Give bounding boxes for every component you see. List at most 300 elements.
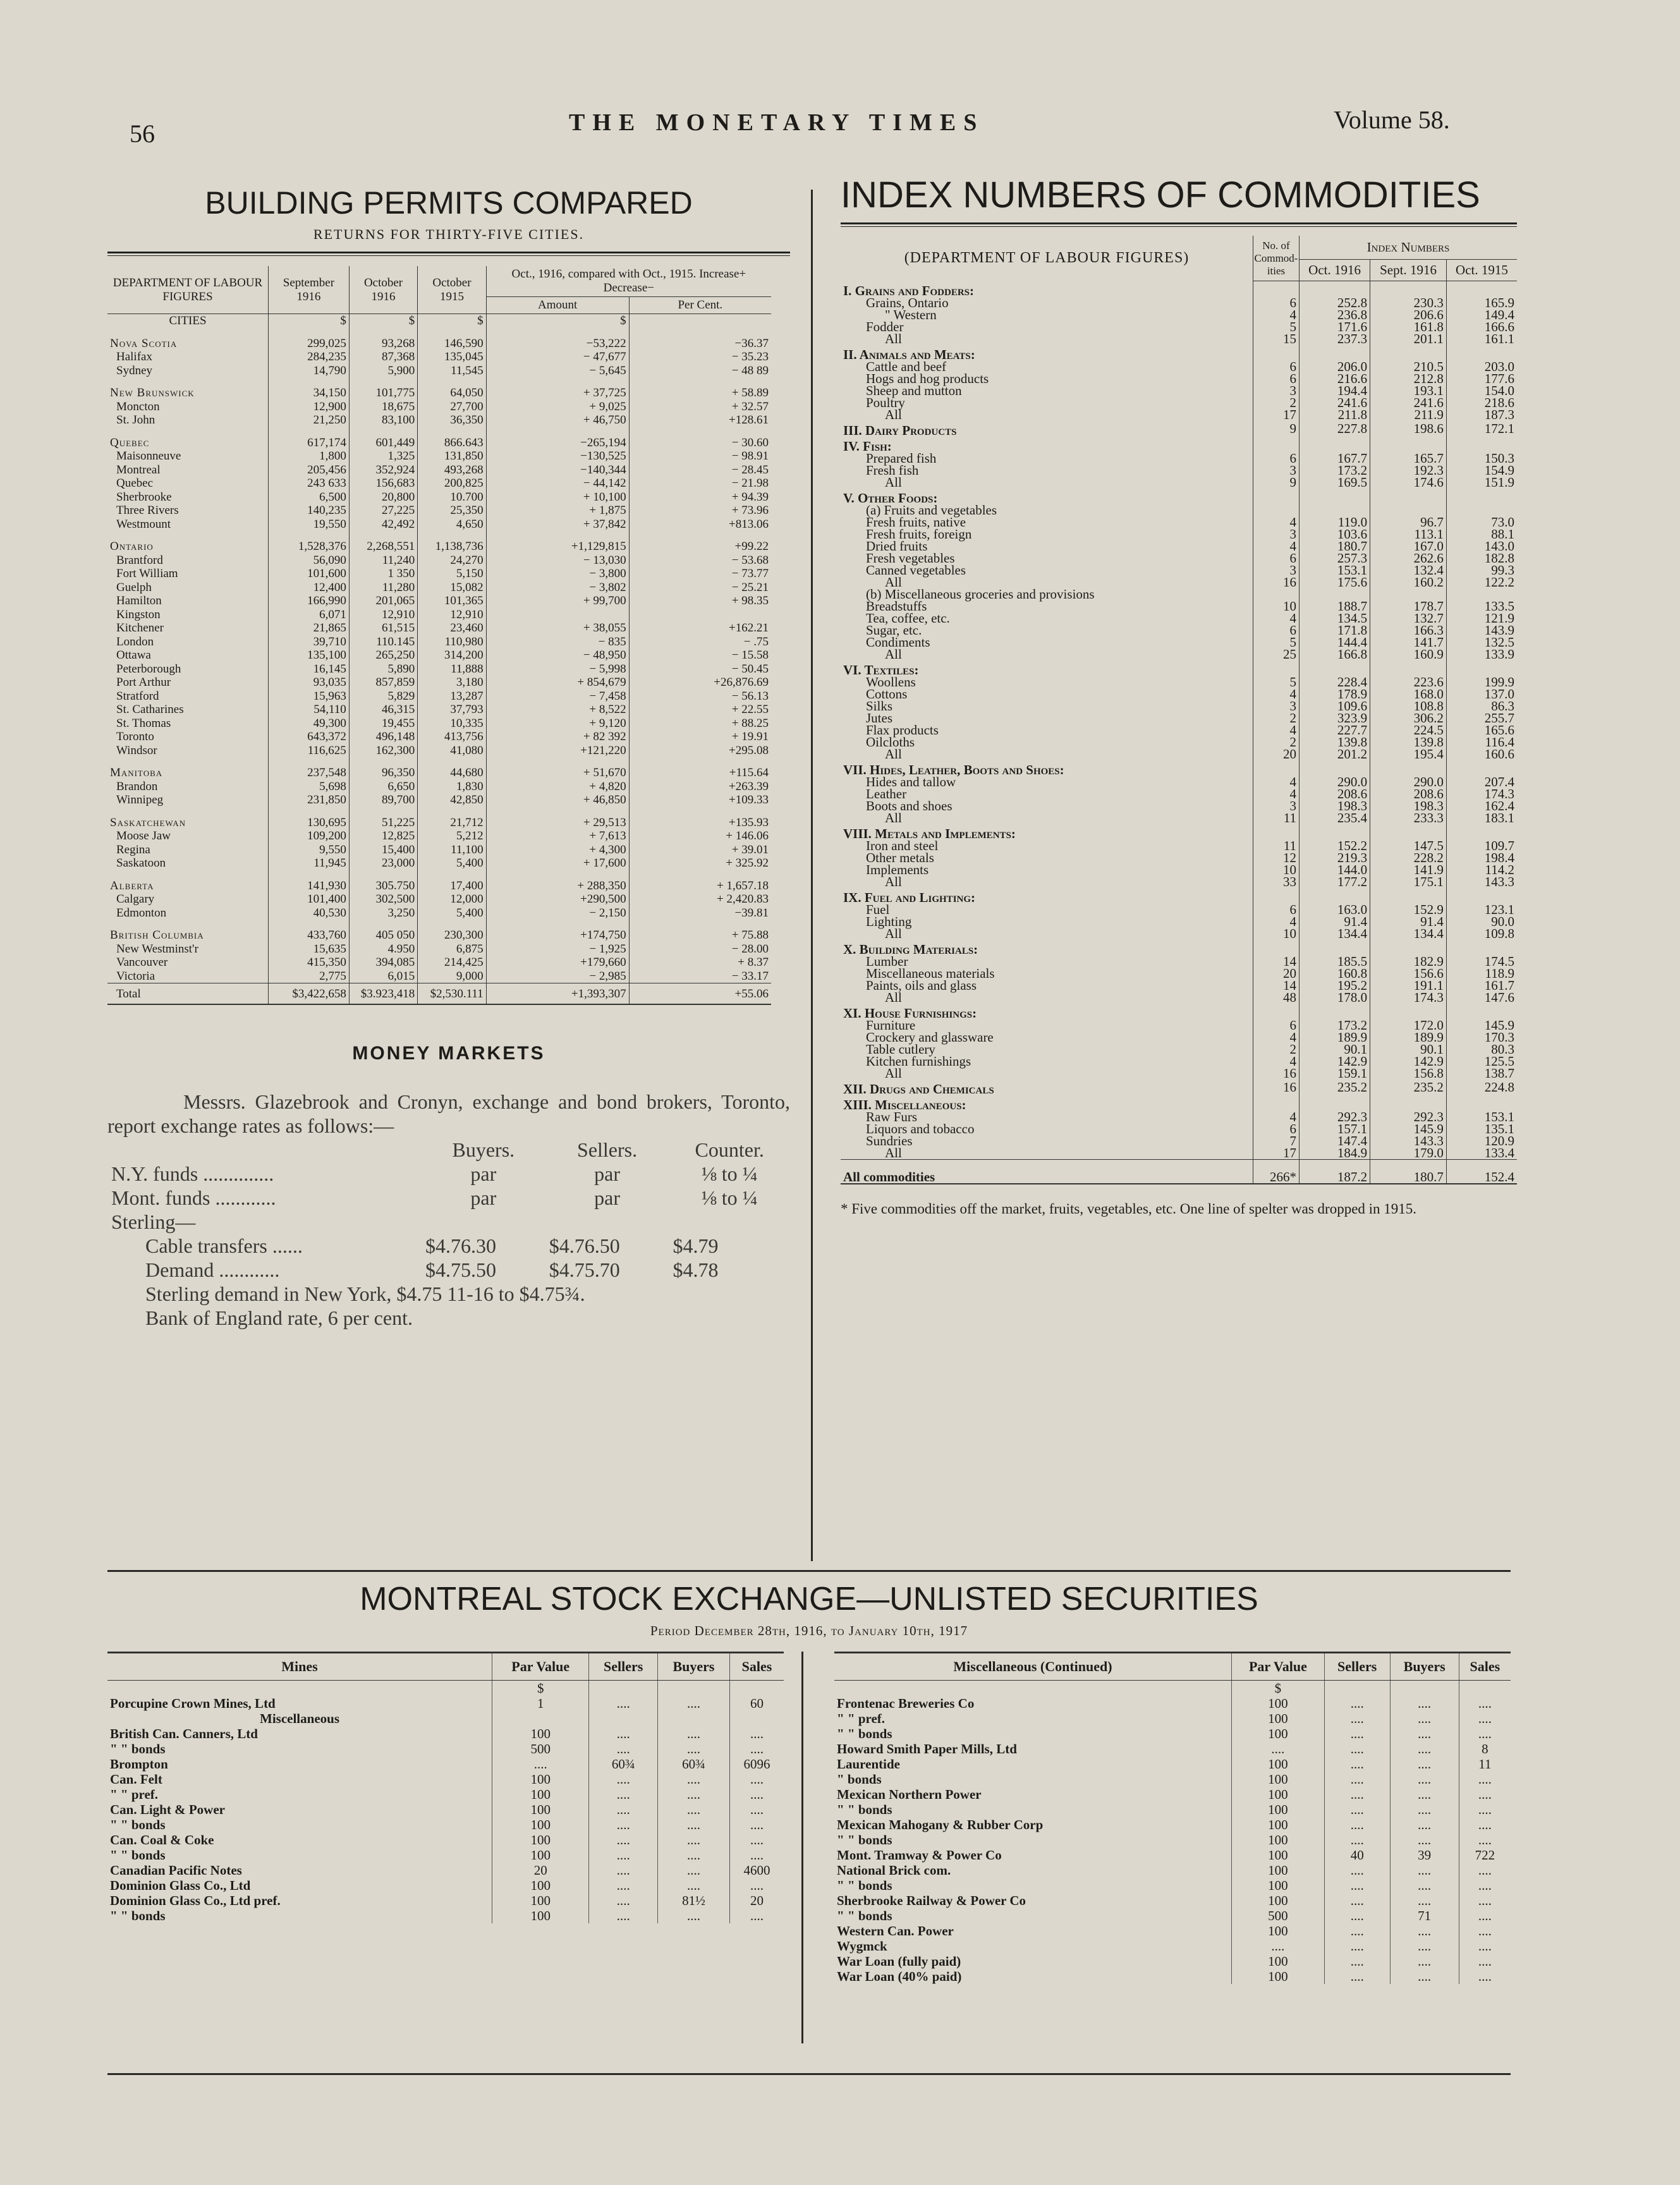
row-value: + 854,679 [486,676,629,690]
index-value: 161.1 [1446,333,1517,345]
volume-label: Volume 58. [1334,106,1450,134]
index-label: All [885,406,902,422]
city-row [107,364,771,378]
index-value: 199.9 [1446,676,1517,688]
security-value: 722 [1459,1847,1511,1863]
index-label: Fuel [866,901,890,917]
index-value: 147.5 [1370,840,1447,852]
index-value: 193.1 [1370,385,1447,397]
index-row [841,748,1517,760]
row-value: 413,756 [418,730,486,744]
security-value: .... [589,1817,657,1832]
row-value: 394,085 [349,956,417,970]
row-value: −36.37 [629,328,771,351]
row-name: St. John [116,413,155,427]
index-label: Flax products [866,722,939,738]
row-value: 166,990 [269,594,350,608]
row-value: 96,350 [349,757,417,780]
index-row [841,477,1517,489]
index-value: 2 [1253,397,1300,409]
security-name: Can. Coal & Coke [110,1832,214,1847]
col-october-1915: October 1915 [418,266,486,314]
index-value: 177.2 [1300,876,1370,888]
security-row [107,1741,784,1756]
security-name: Laurentide [837,1756,900,1772]
index-label: V. Other Foods: [843,490,938,506]
index-value: 109.8 [1446,928,1517,940]
row-name: Peterborough [116,662,181,676]
row-value: 20,800 [349,490,417,504]
row-value: 3,250 [349,906,417,920]
index-value: 73.0 [1446,516,1517,528]
security-value: 100 [492,1878,589,1893]
security-value: .... [1459,1802,1511,1817]
row-name: New Brunswick [110,386,195,399]
index-value: 15 [1253,333,1300,345]
security-value: .... [1390,1832,1459,1847]
security-value [589,1681,657,1696]
fx-value: par [470,1186,497,1209]
index-value: 139.8 [1300,736,1370,748]
currency-sign: $ [269,314,350,328]
province-row [107,427,771,450]
publication-title: THE MONETARY TIMES [569,109,985,136]
security-value: .... [1459,1863,1511,1878]
row-value: 12,910 [349,608,417,622]
index-value: 147.4 [1300,1135,1370,1147]
index-label: Poultry [866,394,905,410]
index-value: 16 [1253,1068,1300,1080]
index-value: 144.4 [1300,636,1370,648]
row-name: Victoria [116,969,155,983]
index-value: 166.3 [1370,624,1447,636]
index-value: 154.0 [1446,385,1517,397]
row-value: 205,456 [269,463,350,477]
index-label: Crockery and glassware [866,1029,994,1045]
row-value: 1,528,376 [269,531,350,554]
city-row [107,504,771,518]
security-value: .... [730,1726,784,1741]
index-value: 292.3 [1370,1111,1447,1123]
index-value: 3 [1253,700,1300,712]
index-value [1446,660,1517,676]
security-value: .... [1390,1878,1459,1893]
index-value: 4 [1253,516,1300,528]
index-label: II. Animals and Meats: [843,346,975,362]
security-value: .... [1459,1817,1511,1832]
row-value: 13,287 [418,690,486,703]
security-name: " " bonds [837,1726,892,1741]
row-value: − 13,030 [486,554,629,568]
index-value: 165.7 [1370,453,1447,465]
row-value: + 38,055 [486,621,629,635]
row-name: Brandon [116,779,158,793]
index-value: 3 [1253,564,1300,576]
city-row [107,662,771,676]
row-value: + 37,842 [486,518,629,532]
row-value: 11,240 [349,554,417,568]
city-row [107,717,771,731]
security-value: .... [589,1772,657,1787]
index-value: 227.7 [1300,724,1370,736]
col-sellers: Sellers [1324,1653,1390,1681]
sterling-label: Sterling— [111,1210,196,1233]
index-label: Tea, coffee, etc. [866,610,950,626]
security-value: 100 [1232,1817,1325,1832]
index-value: 150.3 [1446,453,1517,465]
index-value: 134.4 [1370,928,1447,940]
security-value: .... [589,1802,657,1817]
fx-value: ⅛ to ¼ [701,1186,758,1209]
row-value: − 2,985 [486,970,629,983]
index-value: 132.4 [1370,564,1447,576]
row-value: 41,080 [418,744,486,758]
index-value: 2 [1253,1044,1300,1056]
index-value: 161.7 [1446,980,1517,992]
index-value: 145.9 [1446,1019,1517,1032]
double-rule [107,252,790,256]
security-name: " " pref. [837,1711,886,1726]
index-label: Lumber [866,953,908,969]
index-label: Kitchen furnishings [866,1053,971,1069]
security-value [657,1711,729,1726]
index-value: 188.7 [1300,600,1370,612]
index-value: 171.8 [1300,624,1370,636]
security-name: " " pref. [110,1787,159,1802]
security-row [107,1817,784,1832]
index-value: 16 [1253,576,1300,588]
index-label: XIII. Miscellaneous: [843,1097,966,1112]
index-value: 142.9 [1300,1056,1370,1068]
row-value: 493,268 [418,463,486,477]
index-value: 91.4 [1370,916,1447,928]
index-value: 230.3 [1370,297,1447,309]
col-september-1916: September 1916 [269,266,350,314]
row-value: 231,850 [269,793,350,807]
security-name: " " bonds [110,1908,166,1923]
index-label: All [885,925,902,941]
row-value: 12,400 [269,581,350,595]
index-label: X. Building Materials: [843,941,978,957]
col-buyers: Buyers [1390,1653,1459,1681]
security-value: 20 [492,1863,589,1878]
security-value: .... [1459,1711,1511,1726]
row-value: 1,138,736 [418,531,486,554]
index-label: III. Dairy Products [843,422,957,438]
stock-exchange-section [107,1580,1511,2043]
row-value: +290,500 [486,892,629,906]
row-value: 9,550 [269,843,350,857]
security-value: 39 [1390,1847,1459,1863]
index-label: Other metals [866,849,934,865]
index-value: 4 [1253,540,1300,552]
index-row [841,1068,1517,1080]
row-value: 61,515 [349,621,417,635]
row-value: + 2,420.83 [629,892,771,906]
index-value [1253,1095,1300,1111]
security-value: .... [1324,1923,1390,1939]
index-label: Fresh fruits, foreign [866,526,972,542]
security-value: .... [1390,1696,1459,1711]
index-value [1253,281,1300,297]
security-value: 8 [1459,1741,1511,1756]
row-value: 15,400 [349,843,417,857]
row-value: 101,400 [269,892,350,906]
index-value: 90.1 [1370,1044,1447,1056]
index-label: Sugar, etc. [866,622,922,638]
row-value: 89,700 [349,793,417,807]
index-value [1446,345,1517,361]
index-value: 170.3 [1446,1032,1517,1044]
fx-value: par [594,1186,620,1209]
money-markets-title: MONEY MARKETS [352,1042,545,1064]
row-value: − 56.13 [629,690,771,703]
security-value [1459,1681,1511,1696]
index-label: All [885,989,902,1005]
security-name: " " bonds [110,1817,166,1832]
row-value: 5,829 [349,690,417,703]
row-value [486,608,629,622]
index-value: 211.8 [1300,409,1370,421]
index-value [1253,437,1300,453]
row-value: 23,460 [418,621,486,635]
index-value: 152.9 [1370,904,1447,916]
row-value: + 1,657.18 [629,870,771,893]
index-value [1300,281,1370,297]
col-october-1916: October 1916 [349,266,417,314]
index-row [841,940,1517,956]
index-value: 182.8 [1446,552,1517,564]
row-name: Kitchener [116,621,164,635]
city-row [107,594,771,608]
total-value: $3,422,658 [269,983,350,1004]
row-value: 2,775 [269,970,350,983]
section-rule [107,1570,1511,1572]
index-row [841,992,1517,1004]
index-value: 91.4 [1300,916,1370,928]
security-value: .... [657,1741,729,1756]
sterling-demand: Sterling demand in New York, $4.75 11-16 to $4.75¾. [145,1282,585,1305]
index-value: 174.5 [1446,956,1517,968]
row-value: 14,790 [269,364,350,378]
city-row [107,648,771,662]
security-value: .... [1324,1787,1390,1802]
index-value: 80.3 [1446,1044,1517,1056]
index-value [1446,1004,1517,1019]
row-value: 83,100 [349,413,417,427]
security-value: .... [730,1817,784,1832]
row-value: + 325.92 [629,856,771,870]
index-value: 153.1 [1446,1111,1517,1123]
security-row [834,1756,1511,1772]
row-value: 135,045 [418,350,486,364]
row-value: − 3,802 [486,581,629,595]
index-label: Breadstuffs [866,598,927,614]
index-value: 16 [1253,1080,1300,1095]
security-value: .... [1390,1939,1459,1954]
row-name: Sydney [116,363,152,377]
index-value: 163.0 [1300,904,1370,916]
security-name: " " bonds [110,1741,166,1756]
row-value: 1,830 [418,780,486,794]
row-value: 18,675 [349,400,417,414]
index-value: 187.3 [1446,409,1517,421]
index-value: 6 [1253,297,1300,309]
security-name: " bonds [837,1772,882,1787]
index-value: 3 [1253,465,1300,477]
row-value: 857,859 [349,676,417,690]
security-value: .... [1324,1954,1390,1969]
index-value: 113.1 [1370,528,1447,540]
index-value: 33 [1253,876,1300,888]
row-value: 5,150 [418,567,486,581]
index-label: Prepared fish [866,450,937,466]
security-row [834,1908,1511,1923]
row-value: 201,065 [349,594,417,608]
security-name: British Can. Canners, Ltd [110,1726,258,1741]
index-label: VIII. Metals and Implements: [843,825,1016,841]
row-name: Calgary [116,892,155,906]
security-value: .... [589,1741,657,1756]
row-value [629,608,771,622]
row-value: +115.64 [629,757,771,780]
row-value: 243 633 [269,477,350,490]
row-value: 11,545 [418,364,486,378]
index-value: 224.8 [1446,1080,1517,1095]
row-value: − 15.58 [629,648,771,662]
security-value: .... [1459,1893,1511,1908]
index-value [1446,824,1517,840]
index-value: 4 [1253,688,1300,700]
row-value: − .75 [629,635,771,649]
row-value: 146,590 [418,328,486,351]
index-value: 174.3 [1370,992,1447,1004]
security-value: .... [1390,1772,1459,1787]
col-sept-1916: Sept. 1916 [1370,260,1447,281]
row-name: Three Rivers [116,504,179,517]
fx-col-head: Buyers. [452,1138,515,1161]
row-value: 17,400 [418,870,486,893]
index-value: 86.3 [1446,700,1517,712]
index-value: 161.8 [1370,321,1447,333]
row-value: − 35.23 [629,350,771,364]
building-permits-title: BUILDING PERMITS COMPARED [205,185,693,221]
fx-label: Cable transfers ...... [145,1234,303,1257]
index-value: 6 [1253,361,1300,373]
row-value: 36,350 [418,413,486,427]
security-value: .... [657,1787,729,1802]
index-value: 134.4 [1300,928,1370,940]
index-value [1253,1004,1300,1019]
city-row [107,730,771,744]
row-value: +26,876.69 [629,676,771,690]
index-label: All [885,331,902,346]
index-numbers-table [841,236,1517,1184]
stock-divider [801,1652,803,2043]
index-label: Leather [866,786,907,801]
exchange-rates-table [107,1138,790,1282]
province-row [107,328,771,351]
row-value: − 47,677 [486,350,629,364]
index-value [1300,1095,1370,1111]
security-value: .... [1390,1893,1459,1908]
security-value: .... [1232,1939,1325,1954]
index-value: 12 [1253,852,1300,864]
row-value: 156,683 [349,477,417,490]
security-row [107,1908,784,1923]
index-value: 120.9 [1446,1135,1517,1147]
index-label: Lighting [866,913,912,929]
row-name: St. Catharines [116,703,184,716]
index-label: Raw Furs [866,1109,918,1124]
row-name: British Columbia [110,928,204,942]
city-row [107,690,771,703]
security-value: 100 [1232,1969,1325,1984]
row-value: + 9,120 [486,717,629,731]
row-value: 101,600 [269,567,350,581]
row-value: − 98.91 [629,449,771,463]
security-name [834,1681,1232,1696]
security-value: .... [589,1908,657,1923]
index-numbers-group: Index Numbers [1300,236,1518,260]
index-label: Furniture [866,1017,916,1033]
index-value: 235.2 [1370,1080,1447,1095]
security-value: .... [657,1817,729,1832]
index-value: 118.9 [1446,968,1517,980]
security-value [730,1711,784,1726]
city-row [107,676,771,690]
fx-label: Mont. funds ............ [111,1186,276,1209]
city-row [107,942,771,956]
security-value: 100 [492,1772,589,1787]
city-row [107,490,771,504]
security-row [834,1923,1511,1939]
row-value: 19,550 [269,518,350,532]
security-name: " " bonds [837,1878,892,1893]
row-value: 49,300 [269,717,350,731]
row-value: 617,174 [269,427,350,450]
row-value: 23,000 [349,856,417,870]
index-label: Miscellaneous materials [866,965,995,981]
index-label: Oilcloths [866,734,915,750]
security-value: .... [657,1832,729,1847]
index-value: 236.8 [1300,309,1370,321]
index-value [1446,437,1517,453]
security-value: .... [1324,1832,1390,1847]
fx-value: $4.75.70 [549,1258,620,1281]
row-name: Stratford [116,689,159,703]
security-value: .... [730,1772,784,1787]
index-value: 237.3 [1300,333,1370,345]
row-value: − 1,925 [486,942,629,956]
security-row [107,1802,784,1817]
security-row [107,1878,784,1893]
security-name: National Brick com. [837,1863,951,1878]
row-value: + 8,522 [486,703,629,717]
security-name: Mexican Mahogany & Rubber Corp [837,1817,1044,1832]
security-value: $ [492,1681,589,1696]
security-value [1390,1681,1459,1696]
bank-rate: Bank of England rate, 6 per cent. [145,1306,413,1329]
fx-blank [107,1138,422,1162]
index-row [841,421,1517,437]
index-label: VII. Hides, Leather, Boots and Shoes: [843,762,1064,777]
security-value: 100 [492,1893,589,1908]
index-label: Canned vegetables [866,562,966,578]
index-value: 206.0 [1300,361,1370,373]
index-row [841,928,1517,940]
index-value: 3 [1253,800,1300,812]
